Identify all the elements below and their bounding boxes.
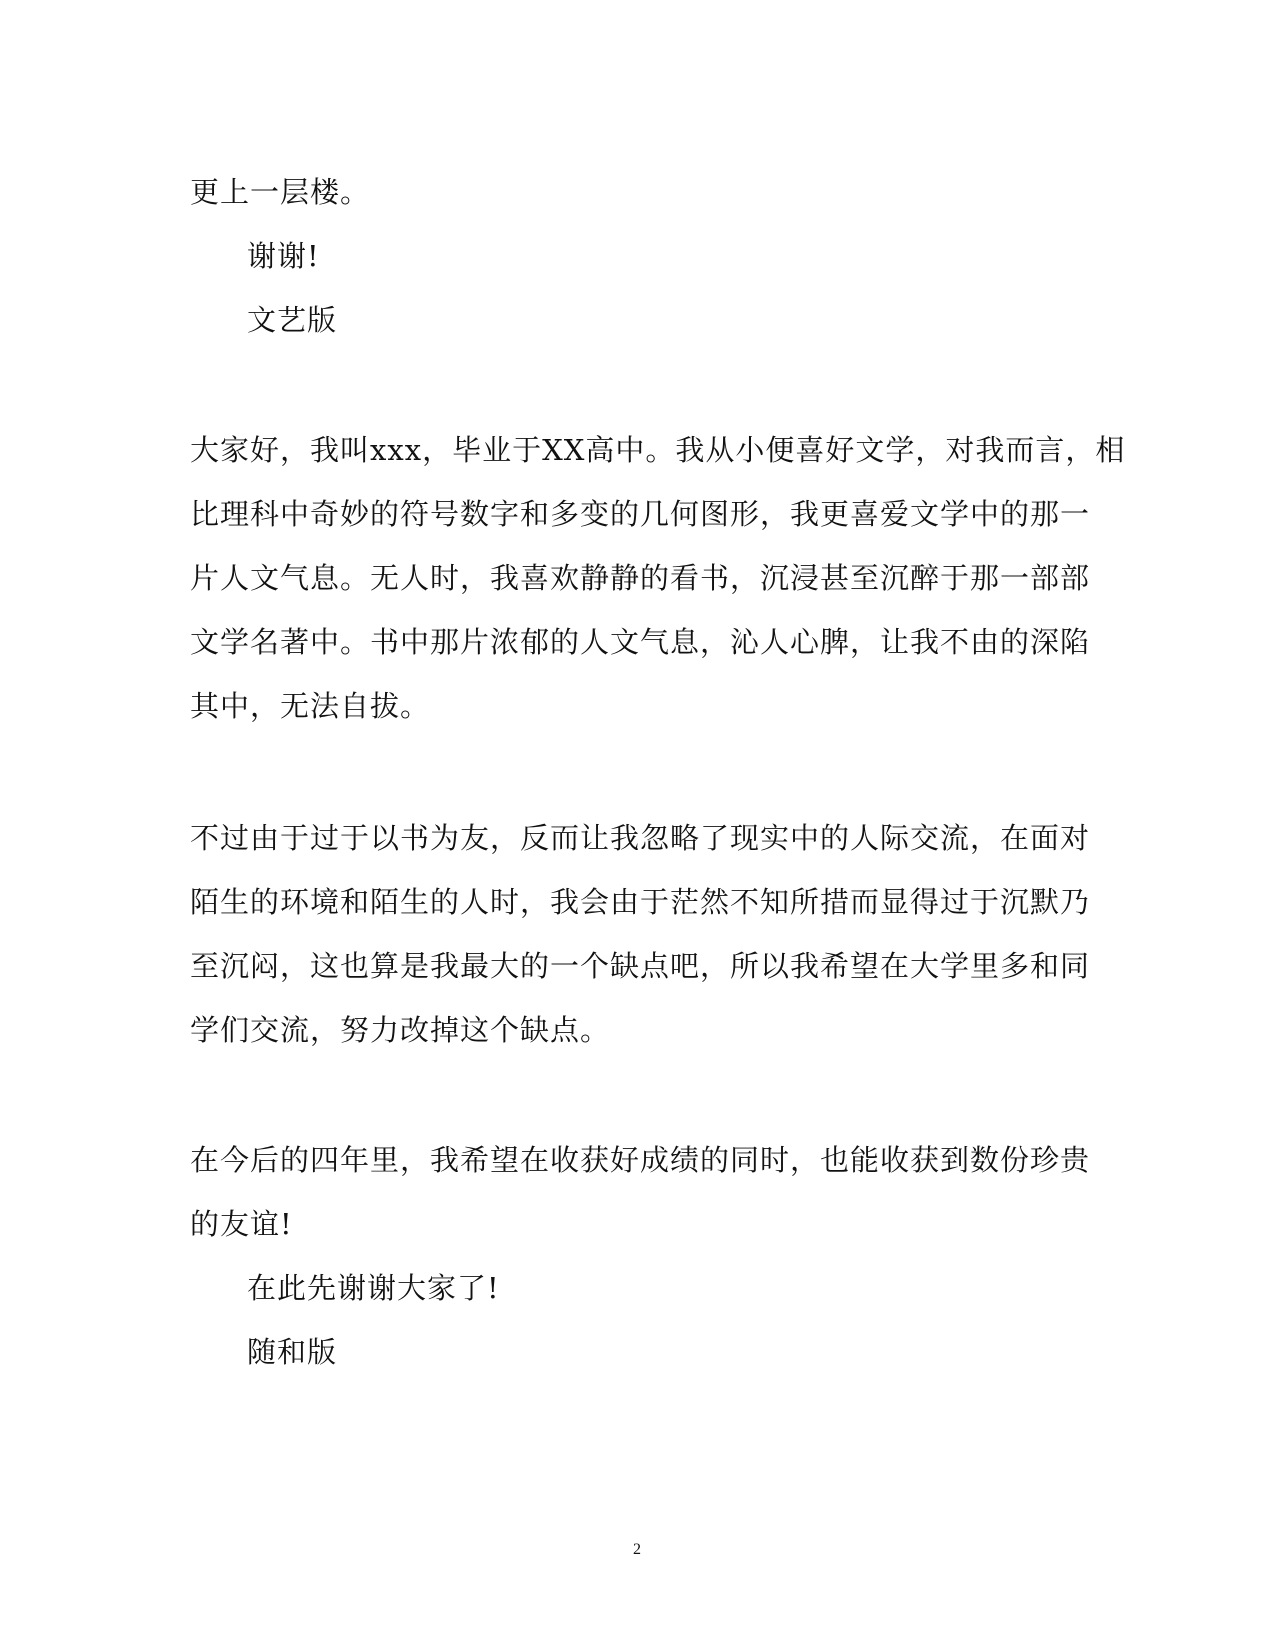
paragraph-line: 学们交流，努力改掉这个缺点。 [190, 1013, 611, 1047]
section-heading: 随和版 [247, 1335, 338, 1369]
paragraph-line: 片人文气息。无人时，我喜欢静静的看书，沉浸甚至沉醉于那一部部 [190, 561, 1091, 595]
paragraph-line: 比理科中奇妙的符号数字和多变的几何图形，我更喜爱文学中的那一 [190, 497, 1091, 531]
paragraph-line: 的友谊! [190, 1207, 293, 1241]
paragraph-line: 更上一层楼。 [190, 175, 371, 209]
paragraph-line: 文学名著中。书中那片浓郁的人文气息，沁人心脾，让我不由的深陷 [190, 625, 1091, 659]
paragraph-line: 谢谢! [247, 239, 320, 273]
paragraph-line: 其中，无法自拔。 [190, 689, 431, 723]
paragraph-line: 至沉闷，这也算是我最大的一个缺点吧，所以我希望在大学里多和同 [190, 949, 1091, 983]
paragraph-line: 大家好，我叫xxx，毕业于XX高中。我从小便喜好文学，对我而言，相 [190, 433, 1126, 467]
paragraph-line: 不过由于过于以书为友，反而让我忽略了现实中的人际交流，在面对 [190, 821, 1091, 855]
section-heading: 文艺版 [247, 303, 338, 337]
paragraph-line: 在今后的四年里，我希望在收获好成绩的同时，也能收获到数份珍贵 [190, 1143, 1091, 1177]
paragraph-line: 陌生的环境和陌生的人时，我会由于茫然不知所措而显得过于沉默乃 [190, 885, 1091, 919]
paragraph-line: 在此先谢谢大家了! [247, 1271, 500, 1305]
page-number: 2 [633, 1541, 641, 1558]
